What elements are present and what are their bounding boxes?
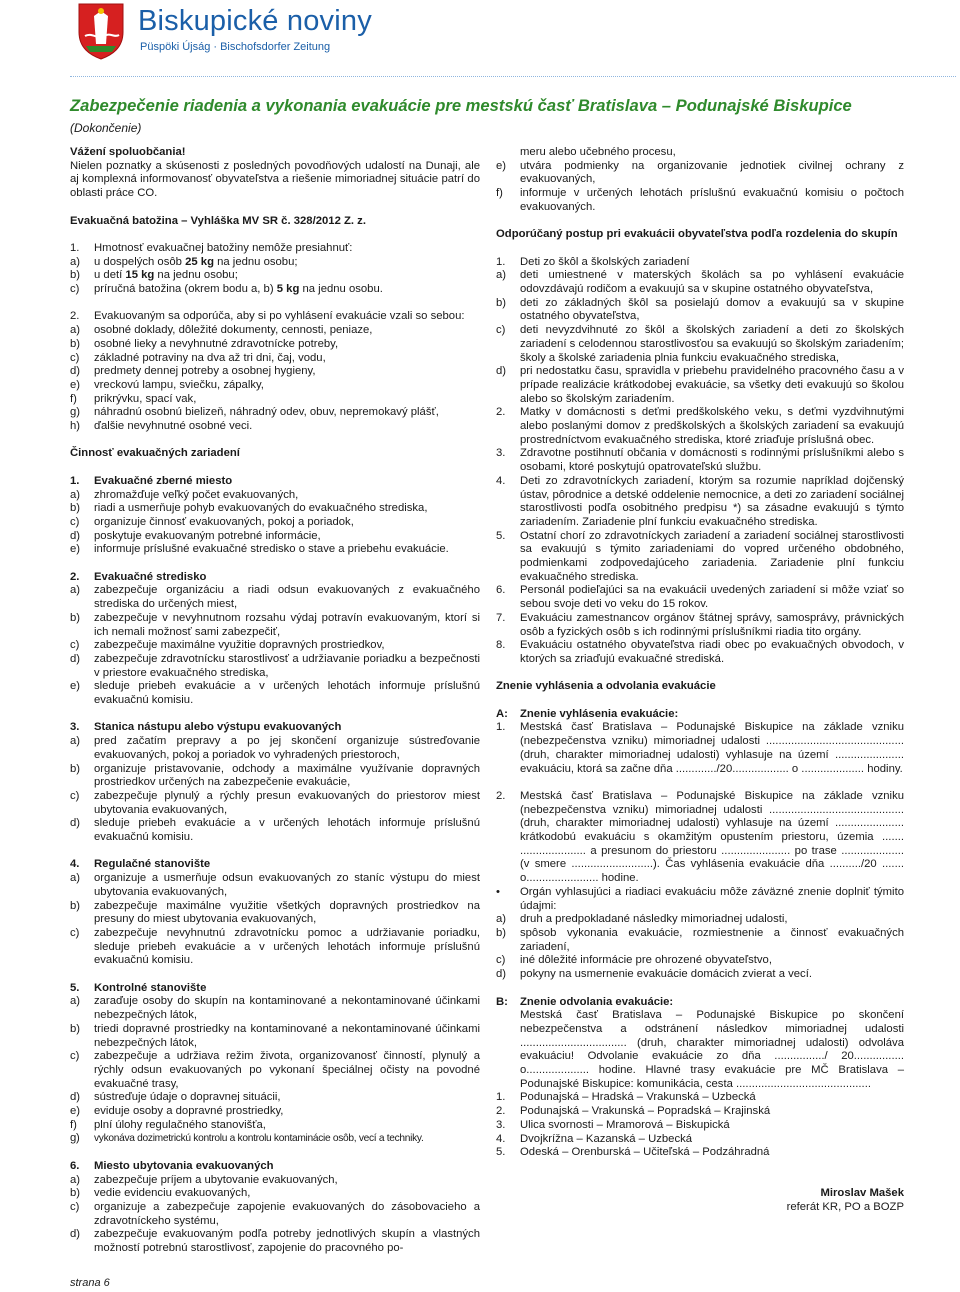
continued-line: meru alebo učebného procesu, <box>520 146 676 158</box>
list-item: d) pri nedostatku času, spravidla v priebehu pravidelného pracovného času a v prípade realizácie krátkodobej evakuácie, sa všetky deti evakuujú so školou alebo so školským zariadením. <box>496 365 904 405</box>
list-item: f) informuje v určených lehotách príslušnú evakuačnú komisiu o počtoch evakuovaných. <box>496 187 904 213</box>
baggage-item-b: b) u detí 15 kg na jednu osobu; <box>70 269 238 282</box>
announcement-heading: Znenie vyhlásenia a odvolania evakuácie <box>496 680 716 693</box>
signature-name: Miroslav Mašek <box>820 1187 904 1200</box>
list-item: a) zaraďuje osoby do skupín na kontaminované a nekontaminované účinkami nebezpečných látok, <box>70 995 480 1022</box>
list-item: d) pokyny na usmernenie evakuácie domácich zvierat a vecí. <box>496 968 812 981</box>
section-6-title: 6. Miesto ubytovania evakuovaných <box>70 1159 274 1172</box>
section-a-title: A: Znenie vyhlásenia evakuácie: <box>496 707 679 720</box>
list-item: c) základné potraviny na dva až tri dni, čaj, vodu, <box>70 351 326 364</box>
list-item: b) deti zo základných škôl sa posielajú domov a evakuujú sa v skupine ostatného obyvateľstva, <box>496 296 904 323</box>
left-column <box>70 146 480 1256</box>
list-item: e) vreckovú lampu, sviečku, zápalky, <box>70 378 264 391</box>
list-item: b) triedi dopravné prostriedky na kontaminované a nekontaminované účinkami nebezpečných látok, <box>70 1022 480 1049</box>
baggage-heading: Evakuačná batožina – Vyhláška MV SR č. 328/2012 Z. z. <box>70 214 366 227</box>
group-6: 6. Personál podieľajúci sa na evakuácii uvedených zariadení si môže vziať so sebou svoje deti vo veku do 15 rokov. <box>496 584 904 611</box>
intro-paragraph: Nielen poznatky a skúsenosti z posledných povodňových udalostí na Dunaji, ale aj komplexná informovanosť obyvateľstva a riešenie mimoriadnej situácie patrí do oblasti práce CO. <box>70 159 480 200</box>
section-5-title: 5. Kontrolné stanovište <box>70 981 207 994</box>
group-2: 2. Matky v domácnosti s deťmi predškolského veku, s deťmi vyzdvihnutými alebo poslanými domov z predškolských a školských zariadení sa evakuujú prostredníctvom evakuačného strediska, ktoré zriaďuje príslušná obec. <box>496 406 904 446</box>
coat-of-arms-icon <box>76 2 126 60</box>
list-item: d) zabezpečuje evakuovaným podľa potreby jednotlivých skupín a vlastných možností potrebnú starostlivosť, zapojenie do pracovného po- <box>70 1228 480 1255</box>
masthead-divider <box>70 76 956 77</box>
section-3-title: 3. Stanica nástupu alebo výstupu evakuovaných <box>70 721 342 734</box>
list-item: e) informuje príslušné evakuačné stredisko o stave a priebehu evakuácie. <box>70 543 449 556</box>
list-item: c) zabezpečuje maximálne využitie dopravných prostriedkov, <box>70 639 385 652</box>
list-item: b) organizuje pristavovanie, odchody a maximálne využívanie dopravných prostriedkov určených na zabezpečenie evakuácie, <box>70 762 480 789</box>
group-5: 5. Ostatní chorí zo zdravotníckych zariadení a zariadení sociálnej starostlivosti sa evakuujú s týmito zariadeniami do vopred určeného obdobného, podmienkami zodpovedajúceho zariadenia. Zariadenie plní funkciu evakuačného strediska. <box>496 529 904 583</box>
list-item: d) sústreďuje údaje o dopravnej situácii, <box>70 1091 281 1104</box>
list-item: c) organizuje a zabezpečuje zapojenie evakuovaných do zásobovacieho a zdravotníckeho systému, <box>70 1200 480 1227</box>
list-item: b) zabezpečuje maximálne využitie všetkých dopravných prostriedkov na presuny do miest ubytovania evakuovaných, <box>70 899 480 926</box>
activity-heading: Činnosť evakuačných zariadení <box>70 447 240 460</box>
signature-role: referát KR, PO a BOZP <box>786 1201 904 1214</box>
publication-title: Biskupické noviny <box>138 5 372 37</box>
list-item: d) predmety dennej potreby a osobnej hygieny, <box>70 365 316 378</box>
list-item: a) deti umiestnené v materských školách sa po vyhlásení evakuácie odovzdávajú rodičom a evakuujú sa v skupine ostatného obyvateľstva, <box>496 269 904 295</box>
list-item: a) zabezpečuje príjem a ubytovanie evakuovaných, <box>70 1173 338 1186</box>
masthead <box>0 0 960 84</box>
section-1-title: 1. Evakuačné zberné miesto <box>70 474 233 487</box>
list-item: b) zabezpečuje v nevyhnutnom rozsahu výdaj potravín evakuovaným, ktorí si ich nemali možnosť sami zabezpečiť, <box>70 611 480 638</box>
continued-note: (Dokončenie) <box>70 121 142 135</box>
list-item: b) riadi a usmerňuje pohyb evakuovaných do evakuačného strediska, <box>70 502 428 515</box>
route-item: 4. Dvojkrížna – Kazanská – Uzbecká <box>496 1132 693 1145</box>
list-item: e) sleduje priebeh evakuácie a v určených lehotách informuje príslušnú evakuačnú komisiu. <box>70 680 480 707</box>
list-item: f) plní úlohy regulačného stanovišťa, <box>70 1118 266 1131</box>
list-item: h) ďalšie nevyhnutné osobné veci. <box>70 420 253 433</box>
route-item: 2. Podunajská – Vrakunská – Popradská – Krajinská <box>496 1105 771 1118</box>
list-item: a) organizuje a usmerňuje odsun evakuovaných zo staníc výstupu do miest ubytovania evakuovaných, <box>70 872 480 898</box>
group-3: 3. Zdravotne postihnutí občania v domácnosti s rodinnými príslušníkmi alebo s osobami, ktoré poskytujú opatrovateľskú službu. <box>496 447 904 474</box>
publication-subtitle: Püspöki Újság · Bischofsdorfer Zeitung <box>140 41 331 53</box>
greeting: Vážení spoluobčania! <box>70 146 186 158</box>
baggage-point-2: 2. Evakuovaným sa odporúča, aby si po vyhlásení evakuácie vzali so sebou: <box>70 310 465 323</box>
section-4-title: 4. Regulačné stanovište <box>70 858 211 871</box>
route-item: 3. Ulica svornosti – Mramorová – Biskupická <box>496 1118 730 1131</box>
list-item: c) zabezpečuje nevyhnutnú zdravotnícku pomoc a udržiavanie poriadku, sleduje priebeh evakuácie a v určených lehotách informuje príslušnú evakuačnú komisiu. <box>70 926 480 967</box>
list-item: g) vykonáva dozimetrickú kontrolu a kontrolu kontaminácie osôb, vecí a techniky. <box>70 1132 424 1145</box>
baggage-point-1: 1. Hmotnosť evakuačnej batožiny nemôže presiahnuť: <box>70 241 353 254</box>
list-item: e) eviduje osoby a dopravné prostriedky, <box>70 1105 284 1118</box>
group-4: 4. Deti zo zdravotníckych zariadení, ktorým sa rozumie napríklad dojčenský ústav, pôrodnice a detské oddelenie nemocnice, a deti zo zariadení sociálnej starostlivosti podľa osobitného predpisu *) sa zásadne evakuujú s týmto zariadením. Zariadenie plní funkciu evakuačného strediska. <box>496 474 904 528</box>
list-item: b) spôsob vykonania evakuácie, rozmiestnenie a činnosť evakuačných zariadení, <box>496 927 904 953</box>
revocation-text: Mestská časť Bratislava – Podunajské Biskupice po skončení nebezpečenstva a odstránení následkov mimoriadnej udalosti .................................. (druh, charakter mimoriadnej udalosti) odvoláva evakuáciu! Odvolanie evakuácie zo dňa ................/ 20................ o.................... hodine. Hlavné trasy evakuácie pre MČ Bratislava – Podunajské Biskupice: komunikácia, cesta ........................................... <box>520 1009 904 1090</box>
list-item: a) pred začatím prepravy a po jej skončení organizuje sústreďovanie evakuovaných, pokoj a poriadok vo vyhradených priestoroch, <box>70 735 480 761</box>
group-1: 1. Deti zo škôl a školských zariadení <box>496 255 690 268</box>
list-item: c) zabezpečuje a udržiava režim života, organizovanosť činností, plynulý a rýchly odsun evakuovaných po vykonaní špeciálnej očisty na povodné evakuačné trasy, <box>70 1050 480 1090</box>
route-item: 5. Odeská – Orenburská – Učiteľská – Podzáhradná <box>496 1146 770 1159</box>
list-item: d) zabezpečuje zdravotnícku starostlivosť a udržiavanie poriadku a bezpečnosti v priestore evakuačného strediska, <box>70 652 480 679</box>
list-item: c) zabezpečuje plynulý a rýchly presun evakuovaných do priestorov miest ubytovania evakuovaných, <box>70 789 480 816</box>
right-column <box>496 146 904 1215</box>
group-7: 7. Evakuáciu zamestnancov orgánov štátnej správy, samosprávy, právnických osôb a fyzických osôb s ich rodinnými príslušníkmi riadia tito orgány. <box>496 611 904 638</box>
list-item: f) prikrývku, spací vak, <box>70 392 197 405</box>
announcement-2: 2. Mestská časť Bratislava – Podunajské Biskupice na základe vzniku (nebezpečenstva vzniku) mimoriadnej udalosti ........................................... (druh, charakter mimoriadnej udalosti) vyhlasuje na území ...................... krátkodobú evakuáciu s okamžitým opustením priestoru, územia ....... ..................... a presunom do priestoru ...................... po trase .................... (v smere ..........................). Čas vyhlásenia evakuácie dňa ........../20 ....... o....................... hodine. <box>496 789 904 885</box>
route-item: 1. Podunajská – Hradská – Vrakunská – Uzbecká <box>496 1091 756 1104</box>
section-b-title: B: Znenie odvolania evakuácie: <box>496 995 674 1008</box>
procedure-heading: Odporúčaný postup pri evakuácii obyvateľstva podľa rozdelenia do skupín <box>496 228 898 241</box>
page-number: strana 6 <box>70 1277 110 1289</box>
list-item: a) zhromažďuje veľký počet evakuovaných, <box>70 488 299 501</box>
announcement-1: 1. Mestská časť Bratislava – Podunajské Biskupice na základe vzniku (nebezpečenstva vzniku) mimoriadnej udalosti ............................................ (druh, charakter mimoriadnej udalosti) vyhlasuje na území ...................... evakuáciu, ktorá sa začne dňa ............./20.................. o .................... hodiny. <box>496 721 904 775</box>
baggage-item-c: c) príručná batožina (okrem bodu a, b) 5 kg na jednu osobu. <box>70 283 383 295</box>
baggage-item-a: a) u dospelých osôb 25 kg na jednu osobu; <box>70 255 298 268</box>
list-item: a) osobné doklady, dôležité dokumenty, cennosti, peniaze, <box>70 324 373 337</box>
group-8: 8. Evakuáciu ostatného obyvateľstva riadi obec po evakuačných obvodoch, v ktorých sa zriaďujú evakuačné strediská. <box>496 639 904 665</box>
list-item: d) sleduje priebeh evakuácie a v určených lehotách informuje príslušnú evakuačnú komisiu. <box>70 817 480 844</box>
article-headline: Zabezpečenie riadenia a vykonania evakuácie pre mestskú časť Bratislava – Podunajské Biskupice <box>70 96 852 115</box>
list-item: e) utvára podmienky na organizovanie jednotiek civilnej ochrany z evakuovaných, <box>496 159 904 186</box>
list-item: a) druh a predpokladané následky mimoriadnej udalosti, <box>496 913 788 926</box>
list-item: d) poskytuje evakuovaným potrebné informácie, <box>70 529 321 542</box>
list-item: c) deti nevyzdvihnuté zo škôl a školských zariadení a deti zo školských zariadení s celodennou starostlivosťou sa evakuujú so školským zariadením; školy a školské zariadenia plnia funkciu evakuačného strediska, <box>496 324 904 364</box>
list-item: b) osobné lieky a nevyhnutné zdravotnícke potreby, <box>70 337 339 350</box>
section-2-title: 2. Evakuačné stredisko <box>70 570 207 583</box>
list-item: c) organizuje činnosť evakuovaných, pokoj a poriadok, <box>70 515 354 528</box>
list-item: a) zabezpečuje organizáciu a riadi odsun evakuovaných z evakuačného strediska do určených miest, <box>70 584 480 611</box>
list-item: c) iné dôležité informácie pre ohrozené obyvateľstvo, <box>496 954 772 967</box>
list-item: b) vedie evidenciu evakuovaných, <box>70 1187 251 1200</box>
list-item: g) náhradnú osobnú bielizeň, náhradný odev, obuv, nepremokavý plášť, <box>70 406 439 419</box>
bullet-note: • Orgán vyhlasujúci a riadiaci evakuáciu môže záväzné znenie doplniť týmito údajmi: <box>496 885 904 912</box>
